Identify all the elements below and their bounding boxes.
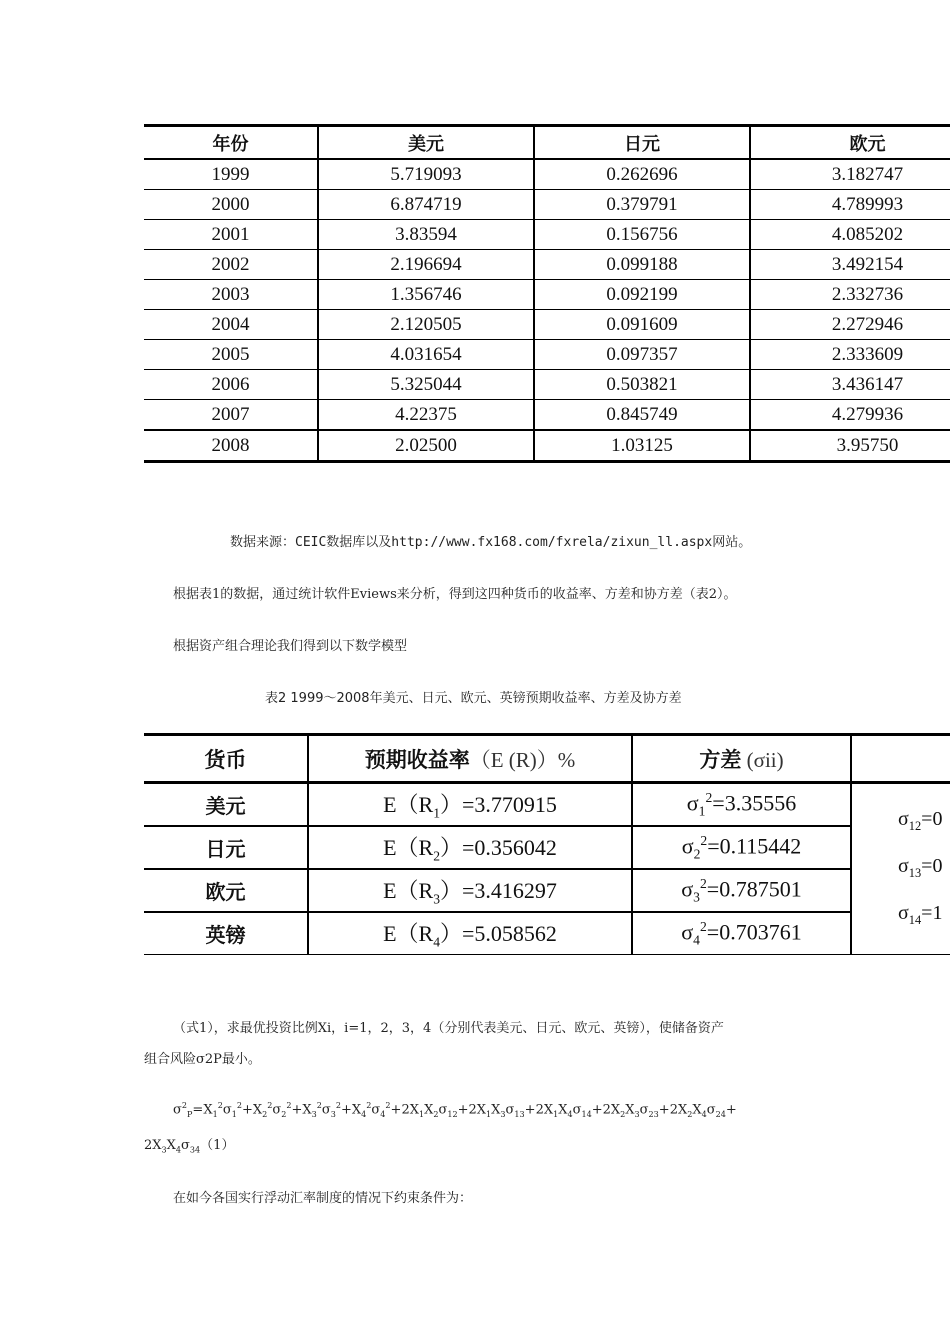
cell-year: 1999 [144, 159, 318, 190]
cell-jpy: 0.092199 [534, 280, 750, 310]
header-year: 年份 [144, 126, 318, 160]
cell-jpy: 0.156756 [534, 220, 750, 250]
cell-expected-return: $E(R_1)=3.770915$ [308, 783, 632, 827]
cell-year: 2001 [144, 220, 318, 250]
cell-year: 2003 [144, 280, 318, 310]
cell-usd: 2.02500 [318, 430, 534, 462]
table-row [144, 340, 950, 370]
paragraph-model-intro: 根据资产组合理论我们得到以下数学模型 [173, 639, 408, 654]
cell-usd: 5.325044 [318, 370, 534, 400]
paragraph-objective-cont: 组合风险σ2P最小。 [144, 1052, 261, 1067]
cell-currency: 日元 [144, 826, 308, 869]
cell-year: 2006 [144, 370, 318, 400]
header-usd: 美元 [318, 126, 534, 160]
cell-eur: 4.085202 [750, 220, 950, 250]
cell-jpy: 0.091609 [534, 310, 750, 340]
cell-year: 2007 [144, 400, 318, 431]
cell-eur: 4.279936 [750, 400, 950, 431]
table-row [144, 280, 950, 310]
cell-year: 2005 [144, 340, 318, 370]
header-expected-return: 预期收益率（E (R)）% [308, 735, 632, 783]
table-row [144, 310, 950, 340]
covariance-label: $\sigma_{12}=0$ [898, 807, 943, 833]
header-currency: 货币 [144, 735, 308, 783]
cell-eur: 2.272946 [750, 310, 950, 340]
cell-jpy: 0.503821 [534, 370, 750, 400]
cell-currency: 英镑 [144, 912, 308, 955]
cell-eur: 3.492154 [750, 250, 950, 280]
cell-usd: 4.031654 [318, 340, 534, 370]
cell-jpy: 0.262696 [534, 159, 750, 190]
cell-year: 2000 [144, 190, 318, 220]
table-row [144, 783, 950, 827]
table-row [144, 159, 950, 190]
cell-jpy: 0.097357 [534, 340, 750, 370]
table-row [144, 826, 950, 869]
covariance-label: $\sigma_{14}=1$ [898, 901, 943, 927]
table-header-row [144, 126, 950, 160]
table-row [144, 370, 950, 400]
cell-variance: $\sigma_1^2=3.35556$ [632, 783, 851, 827]
cell-covariance [851, 783, 950, 956]
cell-jpy: 0.379791 [534, 190, 750, 220]
cell-expected-return: $E(R_4)=5.058562$ [308, 912, 632, 955]
paragraph-objective: （式1），求最优投资比例Xi，i=1，2，3，4（分别代表美元、日元、欧元、英镑），使储备资产 [173, 1021, 724, 1036]
cell-jpy: 0.845749 [534, 400, 750, 431]
table-row [144, 190, 950, 220]
table-row [144, 220, 950, 250]
cell-jpy: 0.099188 [534, 250, 750, 280]
table-row [144, 912, 950, 955]
cell-usd: 4.22375 [318, 400, 534, 431]
covariance-label: $\sigma_{13}=0$ [898, 854, 943, 880]
header-eur: 欧元 [750, 126, 950, 160]
cell-eur: 3.95750 [750, 430, 950, 462]
cell-year: 2002 [144, 250, 318, 280]
return-variance-table [144, 733, 950, 955]
cell-eur: 4.789993 [750, 190, 950, 220]
cell-eur: 3.436147 [750, 370, 950, 400]
table-row [144, 430, 950, 462]
cell-usd: 2.196694 [318, 250, 534, 280]
cell-eur: 3.182747 [750, 159, 950, 190]
header-jpy: 日元 [534, 126, 750, 160]
cell-variance: $\sigma_2^2=0.115442$ [632, 826, 851, 869]
cell-jpy: 1.03125 [534, 430, 750, 462]
table-row [144, 869, 950, 912]
paragraph-analysis: 根据表1的数据，通过统计软件Eviews来分析，得到这四种货币的收益率、方差和协方差（表2）。 [173, 587, 737, 602]
table2-header-row [144, 735, 950, 783]
cell-usd: 5.719093 [318, 159, 534, 190]
cell-usd: 3.83594 [318, 220, 534, 250]
risk-formula-line2: $2X_3X_4\sigma_{34}(1)$ [144, 1138, 235, 1155]
cell-variance: $\sigma_3^2=0.787501$ [632, 869, 851, 912]
paragraph-constraints: 在如今各国实行浮动汇率制度的情况下约束条件为： [173, 1191, 473, 1206]
cell-eur: 2.333609 [750, 340, 950, 370]
cell-year: 2008 [144, 430, 318, 462]
risk-formula-line1: $\sigma^2_P=X_1^2\sigma_1^2+X_2^2\sigma_2^2+X_3^2\sigma_3^2+X_4^2\sigma_4^2+2X_1X_2\sigma_{12}+2X_1X_3\sigma_{13}+2X_1X_4\sigma_{14}+2X_2X_3\sigma_{23}+2X_2X_4\sigma_{24}+$ [173, 1101, 737, 1119]
cell-currency: 欧元 [144, 869, 308, 912]
header-covariance [851, 735, 950, 783]
cell-expected-return: $E(R_2)=0.356042$ [308, 826, 632, 869]
cell-usd: 6.874719 [318, 190, 534, 220]
data-source-note: 数据来源：CEIC数据库以及http://www.fx168.com/fxrela/zixun_ll.aspx网站。 [230, 535, 752, 550]
cell-usd: 1.356746 [318, 280, 534, 310]
table-row [144, 400, 950, 431]
formula-number: （1） [200, 1138, 235, 1153]
cell-variance: $\sigma_4^2=0.703761$ [632, 912, 851, 955]
cell-eur: 2.332736 [750, 280, 950, 310]
table-row [144, 250, 950, 280]
header-variance: 方差 (σii) [632, 735, 851, 783]
cell-expected-return: $E(R_3)=3.416297$ [308, 869, 632, 912]
cell-currency: 美元 [144, 783, 308, 827]
cell-usd: 2.120505 [318, 310, 534, 340]
cell-year: 2004 [144, 310, 318, 340]
table2-caption: 表2 1999～2008年美元、日元、欧元、英镑预期收益率、方差及协方差 [265, 691, 682, 706]
exchange-return-table [144, 124, 950, 469]
